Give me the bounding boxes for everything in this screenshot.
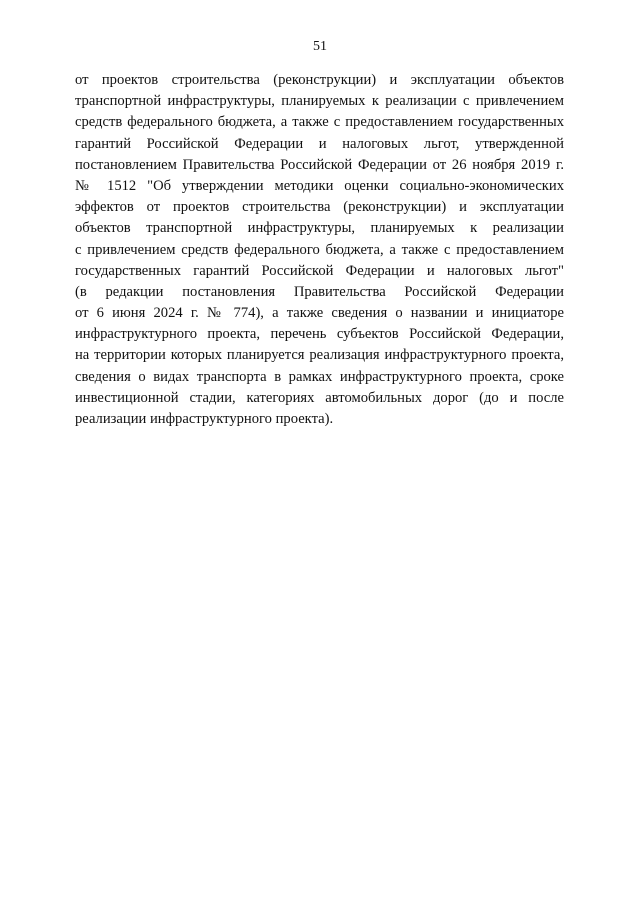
paragraph-line: от проектов строительства (реконструкции) и эксплуатации объектов xyxy=(75,72,564,88)
paragraph-line: транспортной инфраструктуры, планируемых к реализации с привлечением xyxy=(75,93,564,110)
paragraph-line: средств федерального бюджета, а также с предоставлением государственных xyxy=(75,114,564,131)
paragraph-line: с привлечением средств федерального бюджета, а также с предоставлением xyxy=(75,241,564,258)
paragraph-line-last: реализации инфраструктурного проекта). xyxy=(75,411,334,427)
body-paragraph xyxy=(75,70,564,430)
paragraph-line: сведения о видах транспорта в рамках инфраструктурного проекта, сроке xyxy=(75,368,564,385)
page-number: 51 xyxy=(313,39,327,54)
paragraph-line: постановлением Правительства Российской Федерации от 26 ноября 2019 г. xyxy=(75,156,564,173)
paragraph-line: № 1512 "Об утверждении методики оценки социально-экономических xyxy=(75,177,564,194)
paragraph-line: инвестиционной стадии, категориях автомобильных дорог (до и после xyxy=(75,389,564,406)
paragraph-line: эффектов от проектов строительства (реконструкции) и эксплуатации xyxy=(75,199,564,216)
paragraph-line: инфраструктурного проекта, перечень субъектов Российской Федерации, xyxy=(75,326,564,343)
paragraph-line: от 6 июня 2024 г. № 774), а также сведения о названии и инициаторе xyxy=(75,305,564,322)
paragraph-line: объектов транспортной инфраструктуры, планируемых к реализации xyxy=(75,220,564,237)
paragraph-line: гарантий Российской Федерации и налоговых льгот, утвержденной xyxy=(75,135,564,152)
paragraph-line: (в редакции постановления Правительства Российской Федерации xyxy=(75,283,564,300)
paragraph-line: государственных гарантий Российской Федерации и налоговых льгот" xyxy=(75,262,564,279)
paragraph-line: на территории которых планируется реализация инфраструктурного проекта, xyxy=(75,347,564,364)
